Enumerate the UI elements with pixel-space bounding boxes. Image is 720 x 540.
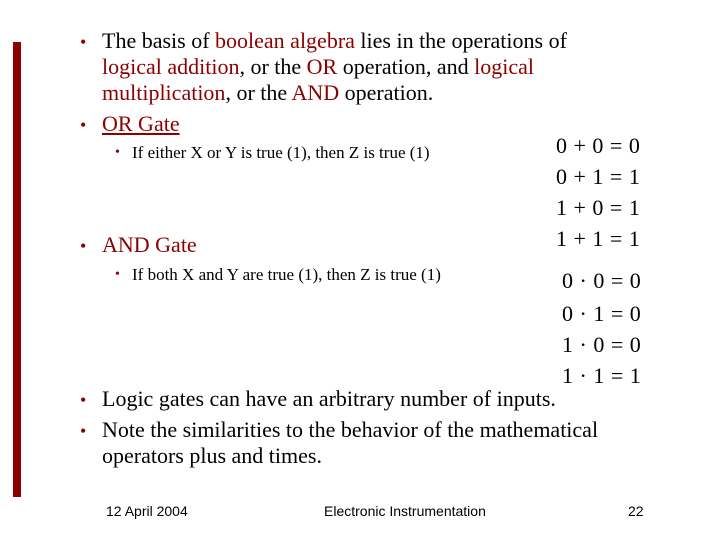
term-logical: logical xyxy=(474,54,534,79)
and-equation-2: 0 · 1 = 0 xyxy=(562,301,642,326)
or-equation-1: 0 + 0 = 0 xyxy=(556,133,641,158)
bullet-marker: • xyxy=(80,32,87,52)
sub-bullet-marker: • xyxy=(115,145,120,160)
term-logical-addition: logical addition xyxy=(102,54,240,79)
term-and: AND xyxy=(291,80,340,105)
bullet-similarities-line1: Note the similarities to the behavior of the mathematical xyxy=(102,417,599,442)
or-gate-heading: OR Gate xyxy=(102,111,180,136)
bullet-logic-gates-inputs: Logic gates can have an arbitrary number of inputs. xyxy=(102,386,556,411)
bullet-marker: • xyxy=(80,115,87,135)
text-segment: lies in the operations of xyxy=(354,28,567,53)
term-boolean-algebra: boolean algebra xyxy=(215,28,355,53)
bullet-boolean-line1 xyxy=(102,28,567,54)
text-segment: The basis of xyxy=(102,28,216,53)
text-segment: operation, and xyxy=(337,54,475,79)
bullet-marker: • xyxy=(80,390,87,410)
sub-bullet-marker: • xyxy=(115,267,120,282)
and-gate-heading: AND Gate xyxy=(102,232,197,257)
text-segment: , or the xyxy=(239,54,307,79)
or-equation-3: 1 + 0 = 1 xyxy=(556,195,641,220)
term-or: OR xyxy=(306,54,338,79)
and-equation-3: 1 · 0 = 0 xyxy=(562,332,642,357)
footer-date: 12 April 2004 xyxy=(106,503,188,519)
footer-title: Electronic Instrumentation xyxy=(324,503,486,519)
and-equation-1: 0 · 0 = 0 xyxy=(562,268,642,293)
bullet-marker: • xyxy=(80,236,87,256)
text-segment: , or the xyxy=(225,80,292,105)
and-equation-4: 1 · 1 = 1 xyxy=(562,363,642,388)
or-equation-4: 1 + 1 = 1 xyxy=(556,226,641,251)
bullet-marker: • xyxy=(80,421,87,441)
or-equation-2: 0 + 1 = 1 xyxy=(556,164,641,189)
bullet-boolean-line2 xyxy=(102,54,534,80)
text-segment: operation. xyxy=(339,80,434,105)
term-multiplication: multiplication xyxy=(102,80,226,105)
bullet-similarities-line2: operators plus and times. xyxy=(102,443,322,468)
and-gate-description: If both X and Y are true (1), then Z is true (1) xyxy=(132,265,441,284)
footer-page-number: 22 xyxy=(628,503,644,519)
or-gate-description: If either X or Y is true (1), then Z is true (1) xyxy=(132,143,430,162)
bullet-boolean-line3 xyxy=(102,80,433,106)
